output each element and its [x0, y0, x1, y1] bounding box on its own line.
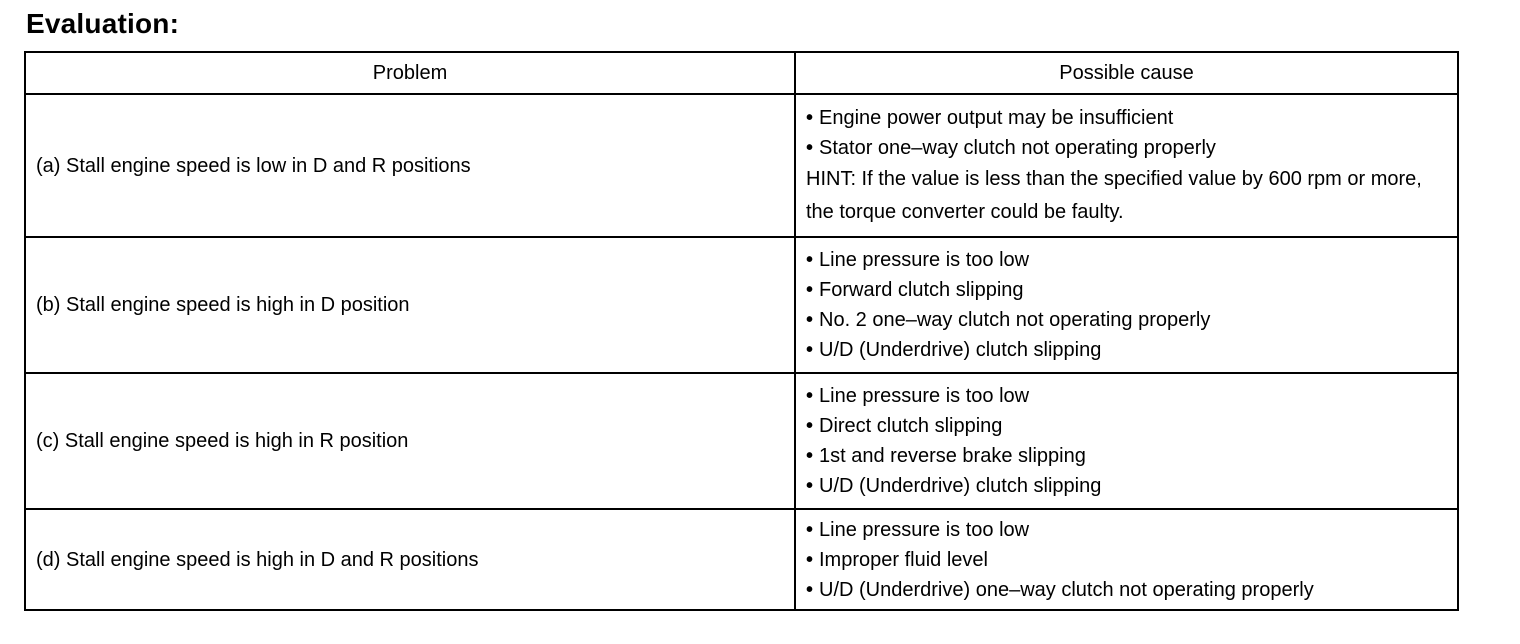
cause-item	[806, 471, 1447, 501]
evaluation-table	[24, 51, 1459, 611]
bullet-icon: •	[806, 385, 814, 407]
cause-cell	[795, 237, 1458, 373]
hint-note: HINT: If the value is less than the specified value by 600 rpm or more, the torque converter could be faulty.	[806, 167, 1422, 223]
cause-text: Line pressure is too low	[819, 518, 1030, 541]
bullet-icon: •	[806, 339, 814, 361]
cause-item	[806, 103, 1447, 133]
cause-cell	[795, 509, 1458, 610]
cause-text: Forward clutch slipping	[819, 279, 1024, 301]
cause-cell	[795, 94, 1458, 237]
cause-item	[806, 575, 1447, 605]
table-row	[25, 373, 1458, 509]
cause-text: Line pressure is too low	[819, 249, 1030, 271]
problem-cell: (b) Stall engine speed is high in D position	[25, 237, 795, 373]
cause-item	[806, 515, 1447, 545]
problem-cell: (c) Stall engine speed is high in R position	[25, 373, 795, 509]
table-row	[25, 237, 1458, 373]
cause-item	[806, 245, 1447, 275]
cause-text: 1st and reverse brake slipping	[819, 445, 1086, 467]
cause-cell	[795, 373, 1458, 509]
cause-text: Engine power output may be insufficient	[819, 106, 1174, 129]
cause-item	[806, 335, 1447, 365]
cause-text: Improper fluid level	[819, 548, 988, 571]
bullet-icon: •	[806, 249, 814, 271]
bullet-icon: •	[806, 106, 814, 129]
cause-text: Line pressure is too low	[819, 385, 1030, 407]
table-row	[25, 509, 1458, 610]
cause-text: U/D (Underdrive) clutch slipping	[819, 475, 1102, 497]
bullet-icon: •	[806, 578, 814, 601]
bullet-icon: •	[806, 279, 814, 301]
cause-text: Stator one–way clutch not operating properly	[819, 136, 1216, 159]
cause-text: No. 2 one–way clutch not operating properly	[819, 309, 1211, 331]
cause-item	[806, 545, 1447, 575]
page-title: Evaluation:	[26, 8, 180, 39]
header-possible-cause: Possible cause	[795, 52, 1458, 94]
bullet-icon: •	[806, 445, 814, 467]
cause-item	[806, 441, 1447, 471]
table-row	[25, 94, 1458, 237]
cause-text: U/D (Underdrive) clutch slipping	[819, 339, 1102, 361]
problem-cell: (d) Stall engine speed is high in D and R positions	[25, 509, 795, 610]
bullet-icon: •	[806, 136, 814, 159]
cause-text: Direct clutch slipping	[819, 415, 1003, 437]
cause-item	[806, 133, 1447, 163]
bullet-icon: •	[806, 548, 814, 571]
cause-item	[806, 305, 1447, 335]
bullet-icon: •	[806, 309, 814, 331]
bullet-icon: •	[806, 415, 814, 437]
cause-item	[806, 275, 1447, 305]
header-problem: Problem	[25, 52, 795, 94]
bullet-icon: •	[806, 518, 814, 541]
cause-item	[806, 411, 1447, 441]
bullet-icon: •	[806, 475, 814, 497]
problem-cell: (a) Stall engine speed is low in D and R positions	[25, 94, 795, 237]
table-header-row	[25, 52, 1458, 94]
cause-item	[806, 381, 1447, 411]
cause-text: U/D (Underdrive) one–way clutch not operating properly	[819, 578, 1314, 601]
